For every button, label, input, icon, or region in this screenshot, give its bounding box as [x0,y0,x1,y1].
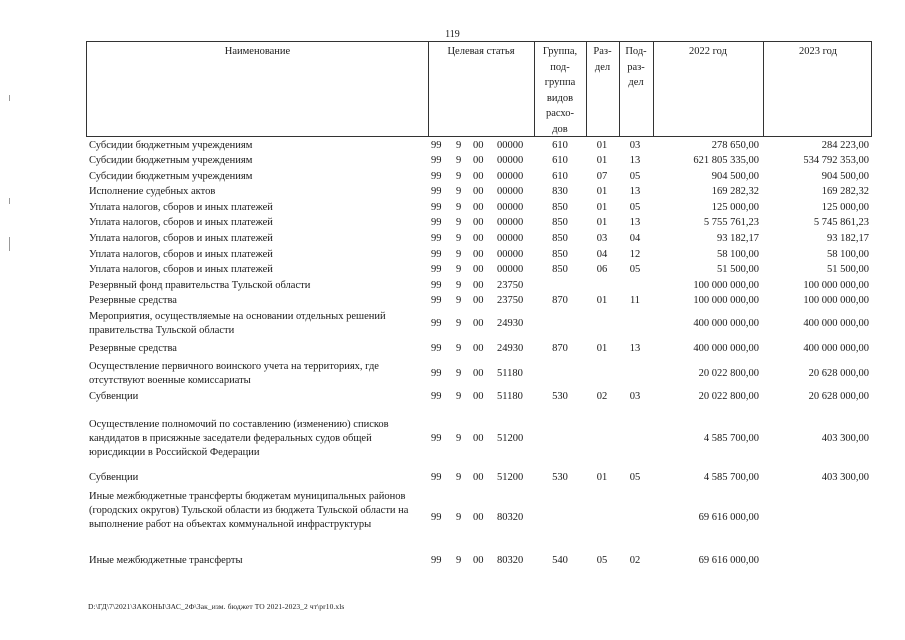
target-program: 99 [431,233,442,244]
section: 05 [596,555,608,566]
target-code: 00000 [497,155,524,166]
amount-2022: 5 755 761,23 [703,217,759,228]
table-row [0,360,905,388]
target-program: 99 [431,472,442,483]
amount-2022: 58 100,00 [717,249,759,260]
amount-2022: 278 650,00 [711,140,759,151]
subsection: 05 [629,472,641,483]
target-program: 99 [431,264,442,275]
target-code: 24930 [497,343,524,354]
amount-2023: 400 000 000,00 [803,343,869,354]
subsection: 13 [629,186,641,197]
table-row [0,216,905,230]
expense-group: 610 [552,155,568,166]
header-group-line: дов [552,123,568,135]
section: 01 [596,155,608,166]
amount-2023: 400 000 000,00 [803,318,869,329]
section: 04 [596,249,608,260]
target-code: 23750 [497,295,524,306]
target-subprogram: 9 [456,264,462,275]
subsection: 13 [629,155,641,166]
amount-2022: 100 000 000,00 [693,280,759,291]
amount-2022: 400 000 000,00 [693,343,759,354]
target-program: 99 [431,140,442,151]
header-group-line: группа [544,77,576,88]
row-name: Иные межбюджетные трансферты [89,555,243,566]
target-program: 99 [431,280,442,291]
header-group-line: под- [550,61,570,73]
expense-group: 530 [552,472,568,483]
table-row [0,154,905,168]
header-subsection-line: Под- [625,46,647,57]
subsection: 03 [629,391,641,402]
expense-group: 610 [552,140,568,151]
margin-mark [9,237,10,251]
table-row [0,471,905,485]
amount-2023: 403 300,00 [821,433,869,444]
target-code: 00000 [497,249,524,260]
section: 01 [596,472,608,483]
section: 01 [596,343,608,354]
target-program: 99 [431,512,442,523]
target-code: 00000 [497,171,524,182]
amount-2023: 904 500,00 [821,171,869,182]
table-row [0,263,905,277]
row-name: Субвенции [89,472,139,483]
target-program: 99 [431,217,442,228]
subsection: 03 [629,140,641,151]
expense-group: 850 [552,249,568,260]
target-code: 51180 [497,391,523,402]
amount-2023: 58 100,00 [827,249,869,260]
amount-2023: 20 628 000,00 [808,368,869,379]
section: 01 [596,217,608,228]
amount-2022: 51 500,00 [717,264,759,275]
target-program: 99 [431,318,442,329]
target-program: 99 [431,433,442,444]
table-row [0,279,905,293]
amount-2023: 169 282,32 [821,186,869,197]
row-name: Осуществление полномочий по составлению (изменению) списков кандидатов в присяжные заседатели федеральных судов общей юрисдикции в Российской Федерации [89,419,389,458]
row-name: Уплата налогов, сборов и иных платежей [89,202,273,213]
subsection: 11 [629,295,641,306]
target-subprogram: 9 [456,249,462,260]
amount-2023: 100 000 000,00 [803,280,869,291]
table-row [0,185,905,199]
target-subprogram: 9 [456,555,462,566]
file-path-footer: D:\ГД\7\2021\ЗАКОНЫ\ЗАС_2Ф\Зак_изм. бюджет ТО 2021-2023_2 чт\pr10.xls [88,602,345,611]
target-program: 99 [431,343,442,354]
amount-2022: 125 000,00 [711,202,759,213]
margin-mark [9,198,10,204]
row-name: Субсидии бюджетным учреждениям [89,155,253,166]
table-row [0,170,905,184]
target-code: 51200 [497,433,524,444]
expense-group: 540 [552,555,568,566]
header-section-line: дел [594,61,611,73]
row-name: Исполнение судебных актов [89,186,216,197]
target-subprogram: 9 [456,155,462,166]
section: 01 [596,140,608,151]
row-name: Уплата налогов, сборов и иных платежей [89,217,273,228]
target-code: 00000 [497,264,524,275]
amount-2022: 621 805 335,00 [693,155,759,166]
target-subprogram: 9 [456,233,462,244]
target-direction: 00 [473,186,484,197]
target-direction: 00 [473,295,484,306]
target-direction: 00 [473,512,484,523]
target-subprogram: 9 [456,140,462,151]
target-direction: 00 [473,140,484,151]
amount-2023: 125 000,00 [821,202,869,213]
header-group-line: Группа, [542,46,578,57]
target-subprogram: 9 [456,391,462,402]
amount-2023: 534 792 353,00 [803,155,869,166]
target-program: 99 [431,186,442,197]
target-direction: 00 [473,343,484,354]
target-program: 99 [431,171,442,182]
table-row [0,310,905,338]
target-direction: 00 [473,391,484,402]
amount-2023: 20 628 000,00 [808,391,869,402]
target-subprogram: 9 [456,280,462,291]
amount-2022: 4 585 700,00 [703,433,759,444]
row-name: Уплата налогов, сборов и иных платежей [89,233,273,244]
expense-group: 830 [552,186,568,197]
target-direction: 00 [473,249,484,260]
table-row [0,294,905,308]
target-subprogram: 9 [456,186,462,197]
target-code: 80320 [497,512,524,523]
subsection: 13 [629,343,641,354]
target-direction: 00 [473,368,484,379]
section: 06 [596,264,608,275]
row-name: Осуществление первичного воинского учета на территориях, где отсутствуют военные комиссариаты [89,361,379,386]
page-number: 119 [445,29,460,40]
amount-2023: 93 182,17 [827,233,869,244]
target-program: 99 [431,202,442,213]
amount-2022: 400 000 000,00 [693,318,759,329]
target-subprogram: 9 [456,318,462,329]
row-name: Уплата налогов, сборов и иных платежей [89,249,273,260]
header-2022: 2022 год [689,46,727,57]
expense-group: 530 [552,391,568,402]
expense-group: 850 [552,233,568,244]
target-subprogram: 9 [456,433,462,444]
amount-2022: 169 282,32 [711,186,759,197]
target-direction: 00 [473,171,484,182]
target-code: 00000 [497,186,524,197]
target-subprogram: 9 [456,472,462,483]
target-program: 99 [431,368,442,379]
table-row [0,418,905,460]
table-row [0,490,905,546]
section: 02 [596,391,608,402]
amount-2023: 5 745 861,23 [813,217,869,228]
header-target-article: Целевая статья [447,46,515,57]
target-direction: 00 [473,264,484,275]
target-program: 99 [431,249,442,260]
row-name: Мероприятия, осуществляемые на основании отдельных решений правительства Тульской области [89,311,386,336]
amount-2022: 69 616 000,00 [698,555,759,566]
subsection: 04 [629,233,641,244]
amount-2022: 93 182,17 [717,233,759,244]
target-program: 99 [431,391,442,402]
target-code: 00000 [497,217,524,228]
amount-2023: 284 223,00 [821,140,869,151]
target-program: 99 [431,555,442,566]
target-program: 99 [431,155,442,166]
section: 01 [596,202,608,213]
target-direction: 00 [473,233,484,244]
table-row [0,554,905,568]
target-code: 24930 [497,318,524,329]
table-row [0,201,905,215]
header-group-line: расхо- [545,108,575,119]
target-code: 00000 [497,202,524,213]
expense-group: 850 [552,264,568,275]
subsection: 05 [629,202,641,213]
target-code: 80320 [497,555,524,566]
target-direction: 00 [473,318,484,329]
table-row [0,390,905,404]
header-section-line: Раз- [593,46,612,57]
expense-group: 870 [552,343,568,354]
expense-group: 850 [552,217,568,228]
target-direction: 00 [473,217,484,228]
expense-group: 610 [552,171,568,182]
header-subsection-line: раз- [627,61,645,73]
table-row [0,232,905,246]
section: 03 [596,233,608,244]
target-code: 00000 [497,233,524,244]
target-subprogram: 9 [456,217,462,228]
target-subprogram: 9 [456,202,462,213]
table-row [0,342,905,356]
row-name: Резервный фонд правительства Тульской области [89,280,311,291]
table-row [0,248,905,262]
subsection: 02 [629,555,641,566]
subsection: 05 [629,264,641,275]
header-subsection-line: дел [628,77,644,88]
amount-2022: 4 585 700,00 [703,472,759,483]
amount-2023: 51 500,00 [827,264,869,275]
section: 01 [596,186,608,197]
row-name: Иные межбюджетные трансферты бюджетам муниципальных районов (городских округов) Тульской области из бюджета Тульской области на выполнение работ на объектах коммунальной инфраструктуры [89,491,409,530]
expense-group: 870 [552,295,568,306]
target-subprogram: 9 [456,512,462,523]
target-direction: 00 [473,433,484,444]
target-subprogram: 9 [456,171,462,182]
row-name: Субсидии бюджетным учреждениям [89,171,253,182]
amount-2022: 69 616 000,00 [698,512,759,523]
row-name: Уплата налогов, сборов и иных платежей [89,264,273,275]
table-row [0,139,905,153]
subsection: 05 [629,171,641,182]
target-direction: 00 [473,202,484,213]
header-name: Наименование [224,46,291,57]
amount-2022: 20 022 800,00 [698,368,759,379]
row-name: Резервные средства [89,343,177,354]
target-direction: 00 [473,155,484,166]
row-name: Субсидии бюджетным учреждениям [89,140,253,151]
target-code: 51200 [497,472,524,483]
target-code: 51180 [497,368,523,379]
section: 07 [596,171,608,182]
subsection: 13 [629,217,641,228]
section: 01 [596,295,608,306]
amount-2022: 904 500,00 [711,171,759,182]
amount-2023: 100 000 000,00 [803,295,869,306]
row-name: Субвенции [89,391,139,402]
amount-2023: 403 300,00 [821,472,869,483]
target-program: 99 [431,295,442,306]
target-subprogram: 9 [456,343,462,354]
subsection: 12 [629,249,641,260]
header-group-line: видов [546,92,574,104]
target-subprogram: 9 [456,295,462,306]
expense-group: 850 [552,202,568,213]
amount-2022: 20 022 800,00 [698,391,759,402]
amount-2022: 100 000 000,00 [693,295,759,306]
target-direction: 00 [473,555,484,566]
header-2023: 2023 год [799,46,837,57]
target-code: 00000 [497,140,524,151]
target-direction: 00 [473,280,484,291]
margin-mark [9,95,10,101]
target-subprogram: 9 [456,368,462,379]
target-code: 23750 [497,280,524,291]
target-direction: 00 [473,472,484,483]
row-name: Резервные средства [89,295,177,306]
